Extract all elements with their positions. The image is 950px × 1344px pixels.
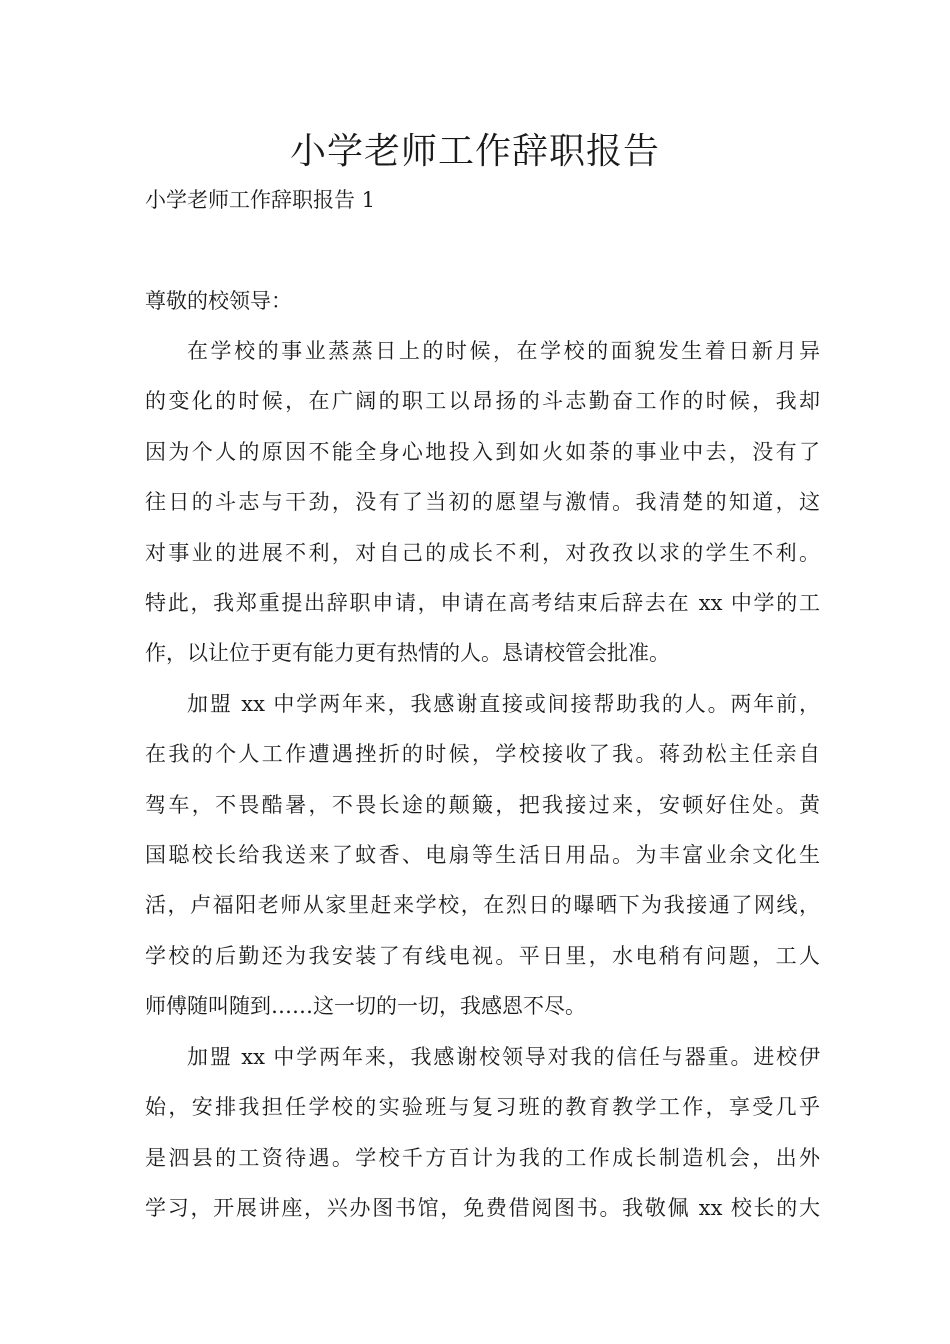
paragraph-3 [145, 1032, 820, 1234]
text-line: 学校的后勤还为我安装了有线电视。平日里，水电稍有问题，工人 [145, 943, 820, 968]
text-line: 是泗县的工资待遇。学校千方百计为我的工作成长制造机会，出外 [145, 1145, 820, 1170]
text-line: 学习，开展讲座，兴办图书馆，免费借阅图书。我敬佩 xx 校长的大 [145, 1195, 820, 1220]
text-line: 加盟 xx 中学两年来，我感谢校领导对我的信任与器重。进校伊 [187, 1044, 820, 1069]
text-line: 国聪校长给我送来了蚊香、电扇等生活日用品。为丰富业余文化生 [145, 843, 820, 868]
text-line: 作，以让位于更有能力更有热情的人。恳请校管会批准。 [145, 641, 670, 666]
salutation: 尊敬的校领导： [145, 289, 292, 313]
text-line: 师傅随叫随到……这一切的一切，我感恩不尽。 [145, 994, 586, 1019]
paragraph-2 [145, 679, 820, 1032]
document-subtitle: 小学老师工作辞职报告 1 [145, 188, 376, 212]
document-title: 小学老师工作辞职报告 [289, 131, 660, 172]
text-line: 始，安排我担任学校的实验班与复习班的教育教学工作，享受几乎 [145, 1095, 820, 1120]
text-line: 在我的个人工作遭遇挫折的时候，学校接收了我。蒋劲松主任亲自 [145, 742, 820, 767]
text-line: 活，卢福阳老师从家里赶来学校，在烈日的曝晒下为我接通了网线， [145, 893, 820, 918]
text-line: 在学校的事业蒸蒸日上的时候，在学校的面貌发生着日新月异 [187, 339, 820, 363]
text-line: 驾车，不畏酷暑，不畏长途的颠簸，把我接过来，安顿好住处。黄 [145, 792, 820, 817]
text-line: 加盟 xx 中学两年来，我感谢直接或间接帮助我的人。两年前， [187, 691, 820, 716]
text-line: 的变化的时候，在广阔的职工以昂扬的斗志勤奋工作的时候，我却 [145, 389, 820, 414]
paragraph-1 [145, 326, 820, 679]
text-line: 特此，我郑重提出辞职申请，申请在高考结束后辞去在 xx 中学的工 [145, 591, 820, 616]
text-line: 因为个人的原因不能全身心地投入到如火如荼的事业中去，没有了 [145, 439, 820, 464]
letter-body [145, 326, 820, 1233]
text-line: 往日的斗志与干劲，没有了当初的愿望与激情。我清楚的知道，这 [145, 490, 820, 515]
text-line: 对事业的进展不利，对自己的成长不利，对孜孜以求的学生不利。 [145, 540, 820, 565]
